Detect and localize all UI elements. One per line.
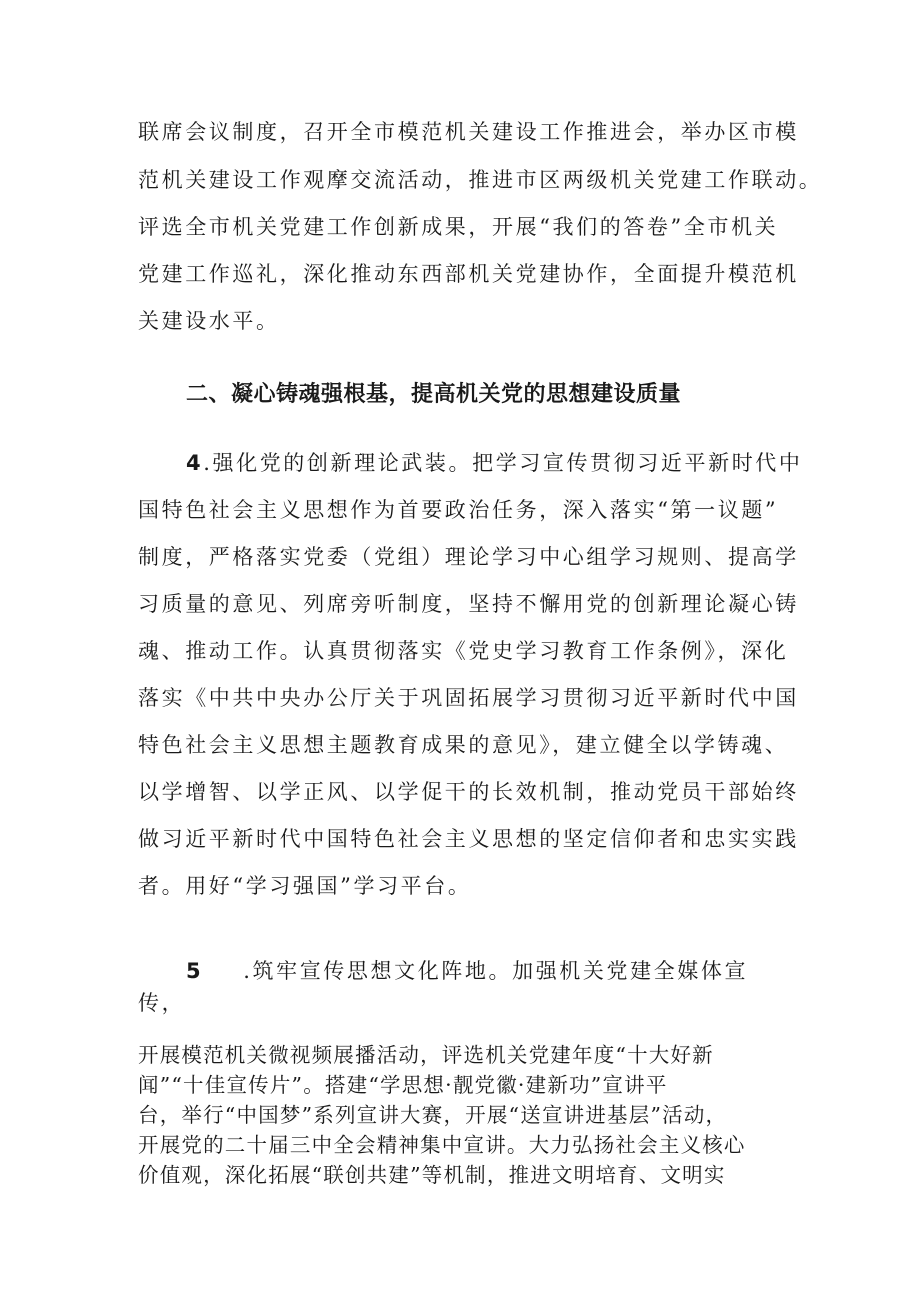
- item-5-first-line: [186, 956, 748, 986]
- text-line: 台，举行“中国梦”系列宣讲大赛，开展“送宣讲进基层”活动，: [138, 1103, 728, 1127]
- text-line: 魂、推动工作。认真贯彻落实《党史学习教育工作条例》，深化: [138, 639, 789, 663]
- text-line: 制度，严格落实党委（党组）理论学习中心组学习规则、提高学: [138, 545, 799, 569]
- item-4-first-line: [186, 448, 803, 478]
- text-line: 做习近平新时代中国特色社会主义思想的坚定信仰者和忠实实践: [138, 827, 799, 851]
- text-line: 特色社会主义思想主题教育成果的意见》，建立健全以学铸魂、: [138, 733, 789, 757]
- item-number: 5: [186, 959, 204, 983]
- text-line: 党建工作巡礼，深化推动东西部机关党建协作，全面提升模范机: [138, 262, 799, 286]
- text-line: 国特色社会主义思想作为首要政治任务，深入落实“第一议题”: [138, 498, 779, 522]
- text-line: 传，: [138, 991, 186, 1015]
- text-line: 开展党的二十届三中全会精神集中宣讲。大力弘扬社会主义核心: [138, 1133, 746, 1157]
- text-line: 价值观，深化拓展“联创共建”等机制，推进文明培育、文明实: [138, 1163, 726, 1187]
- section-heading: 二、凝心铸魂强根基，提高机关党的思想建设质量: [186, 382, 682, 407]
- text-line: 以学增智、以学正风、以学促干的长效机制，推动党员干部始终: [138, 780, 799, 804]
- text-line: 评选全市机关党建工作创新成果，开展“我们的答卷”全市机关: [138, 215, 779, 239]
- item-title-line: .筑牢宣传思想文化阵地。加强机关党建全媒体宣: [243, 959, 749, 983]
- text-line: 落实《中共中央办公厅关于巩固拓展学习贯彻习近平新时代中国: [138, 686, 799, 710]
- text-line: 开展模范机关微视频展播活动，评选机关党建年度“十大好新: [138, 1043, 714, 1067]
- text-line: 范机关建设工作观摩交流活动，推进市区两级机关党建工作联动。: [138, 168, 823, 192]
- item-title-line: .强化党的创新理论武装。把学习宣传贯彻习近平新时代中: [203, 451, 803, 475]
- text-line: 联席会议制度，召开全市模范机关建设工作推进会，举办区市模: [138, 120, 799, 144]
- item-number: 4: [186, 451, 204, 475]
- text-line: 习质量的意见、列席旁听制度，坚持不懈用党的创新理论凝心铸: [138, 592, 799, 616]
- text-line: 者。用好“学习强国”学习平台。: [138, 874, 472, 898]
- text-line: 闻”“十佳宣传片”。搭建“学思想·靓党徽·建新功”宣讲平: [138, 1073, 668, 1097]
- text-line: 关建设水平。: [138, 309, 280, 333]
